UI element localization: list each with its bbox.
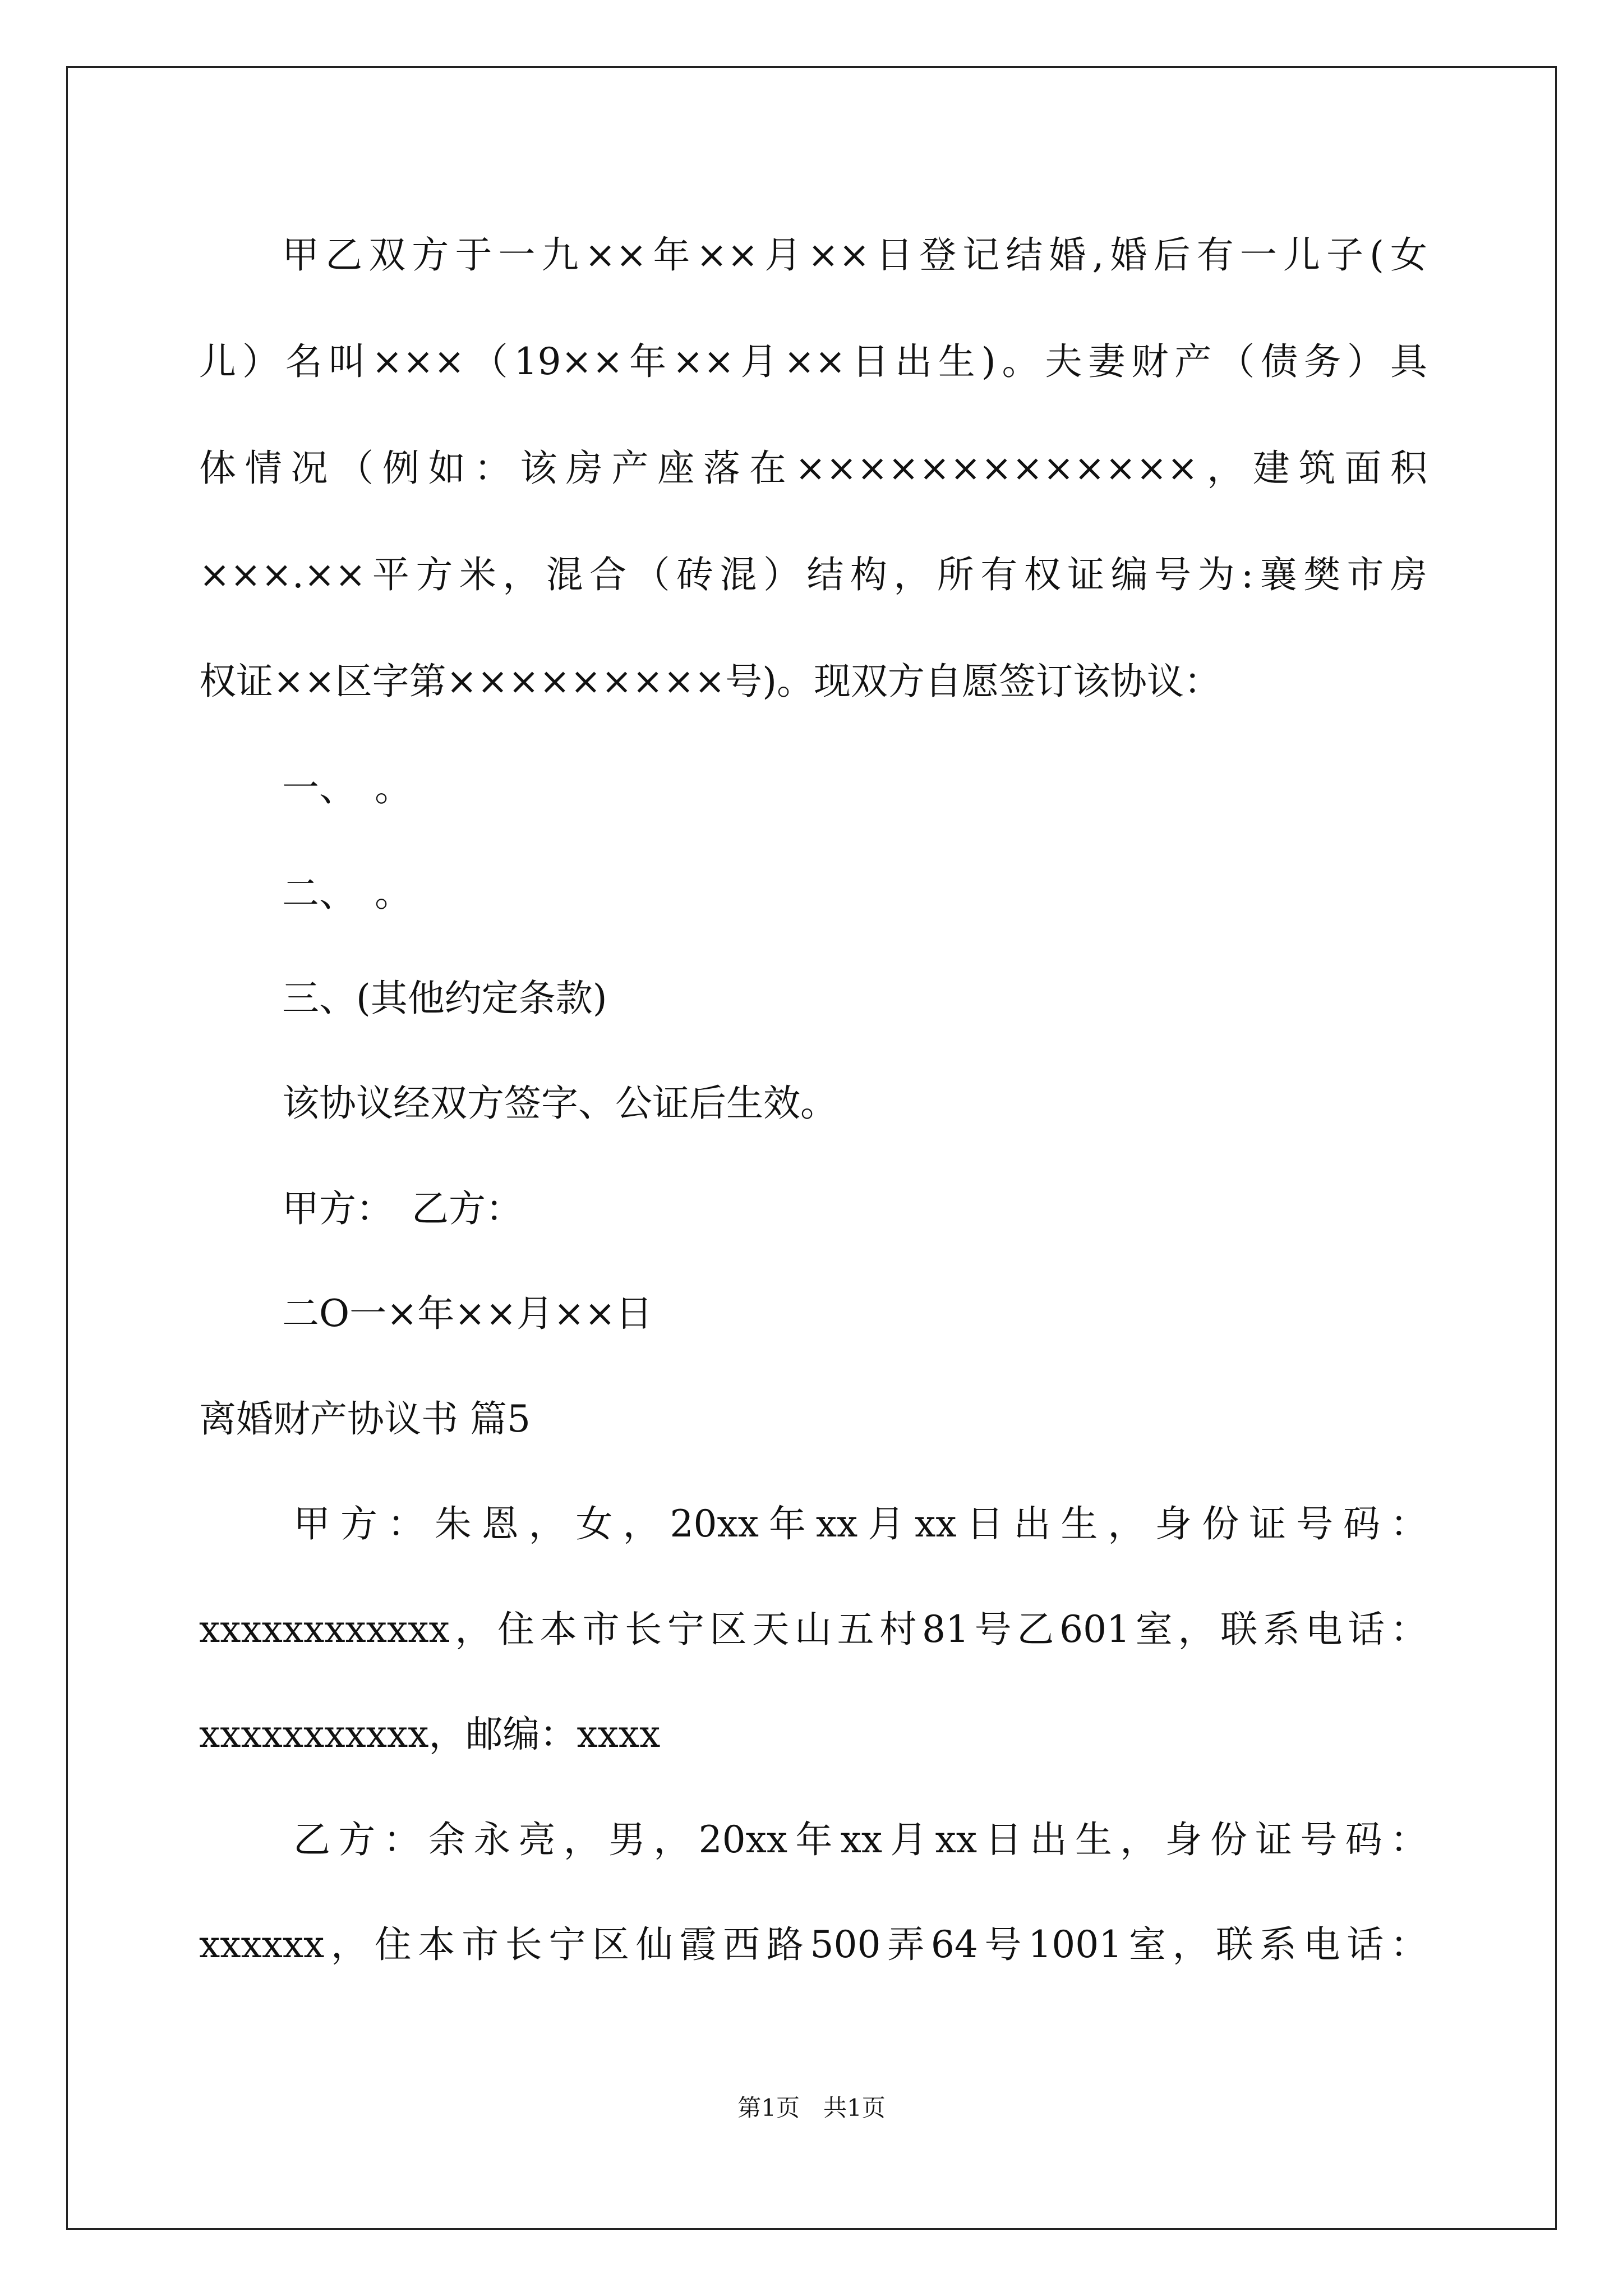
party-a-line: xxxxxxxxxxx，邮编：xxxx: [199, 1713, 661, 1756]
paragraph-line: ×××.××平方米，混合（砖混）结构，所有权证编号为:襄樊市房: [199, 553, 1427, 596]
party-a-line: 甲方：朱恩，女，20xx年xx月xx日出生，身份证号码：: [293, 1502, 1427, 1545]
party-b-line: xxxxxx，住本市长宁区仙霞西路500弄64号1001室，联系电话：: [199, 1923, 1427, 1966]
signature-line: 甲方： 乙方：: [282, 1187, 523, 1230]
party-a-line: xxxxxxxxxxxx，住本市长宁区天山五村81号乙601室，联系电话：: [199, 1608, 1427, 1651]
party-b-line: 乙方：余永亮，男，20xx年xx月xx日出生，身份证号码：: [293, 1818, 1427, 1861]
document-body: [199, 0, 1427, 2296]
date-line: 二O一×年××月××日: [282, 1292, 653, 1335]
effect-statement: 该协议经双方签字、公证后生效。: [282, 1082, 837, 1125]
clause-two: 二、 。: [282, 872, 412, 915]
paragraph-line: 体情况（例如：该房产座落在×××××××××××××，建筑面积: [199, 447, 1427, 490]
clause-one: 一、 。: [282, 766, 412, 809]
paragraph-line: 甲乙双方于一九××年××月××日登记结婚,婚后有一儿子(女: [282, 233, 1427, 277]
paragraph-line: 儿）名叫×××（19××年××月××日出生)。夫妻财产（债务）具: [199, 340, 1427, 383]
paragraph-line: 权证××区字第×××××××××号)。现双方自愿签订该协议：: [199, 660, 1221, 703]
clause-three: 三、(其他约定条款): [282, 977, 607, 1020]
section-title: 离婚财产协议书 篇5: [199, 1397, 531, 1441]
page-number-footer: 第1页 共1页: [737, 2094, 886, 2122]
